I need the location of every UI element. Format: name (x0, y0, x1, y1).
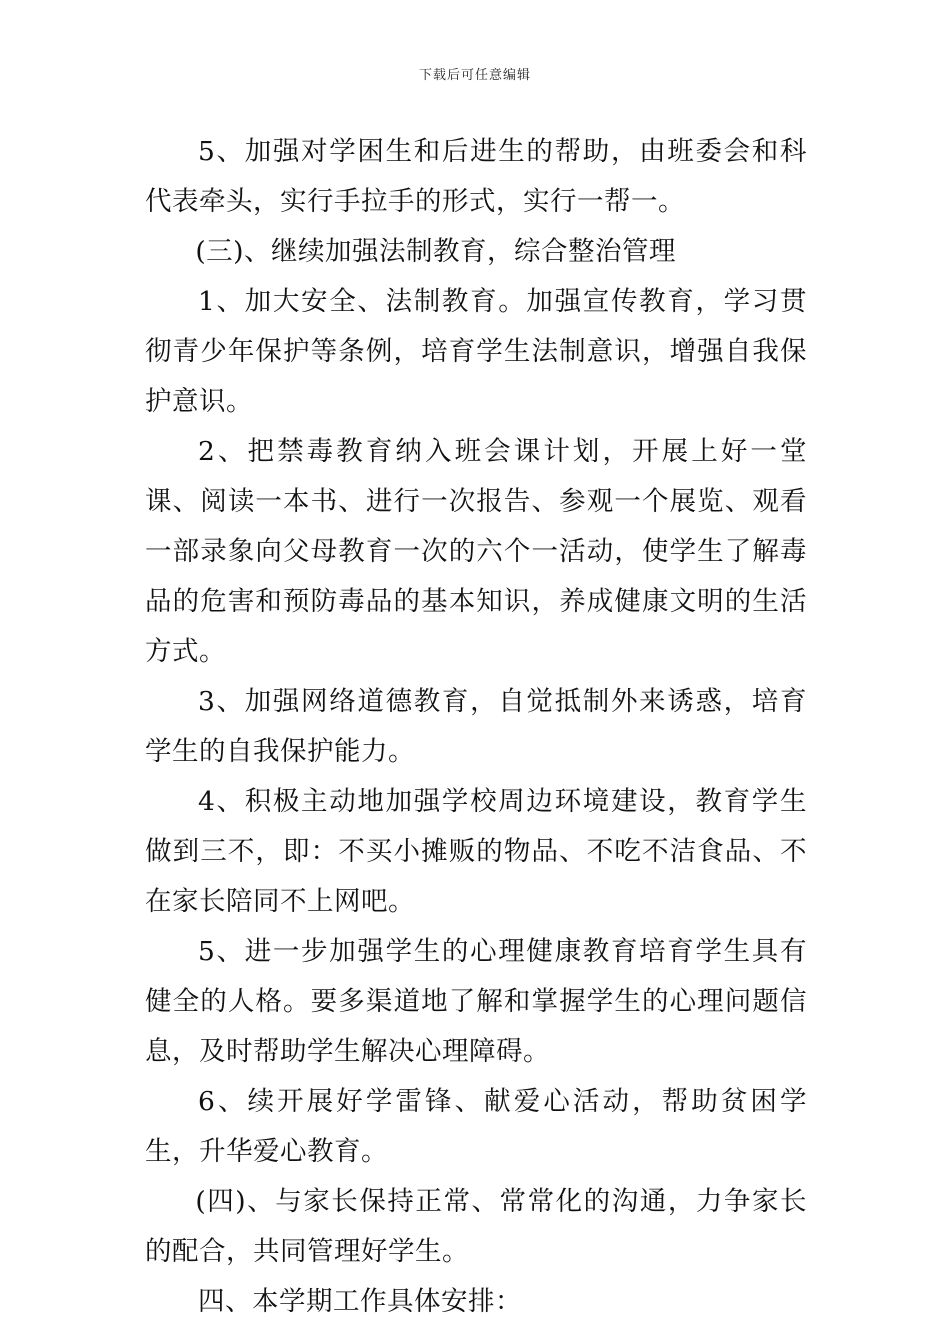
paragraph-item-5-help-students: 5、加强对学困生和后进生的帮助，由班委会和科代表牵头，实行手拉手的形式，实行一帮一。 (145, 136, 807, 217)
paragraph-item-2-drug-education: 2、把禁毒教育纳入班会课计划，开展上好一堂课、阅读一本书、进行一次报告、参观一个展览、观看一部录象向父母教育一次的六个一活动，使学生了解毒品的危害和预防毒品的基本知识，养成健康文明的生活方式。 (145, 436, 807, 667)
section-heading-legal-education: (三)、继续加强法制教育，综合整治管理 (195, 236, 677, 267)
paragraph-item-5-mental-health: 5、进一步加强学生的心理健康教育培育学生具有健全的人格。要多渠道地了解和掌握学生的心理问题信息，及时帮助学生解决心理障碍。 (145, 936, 807, 1067)
document-body (145, 127, 807, 1327)
paragraph-item-1-safety-law: 1、加大安全、法制教育。加强宣传教育，学习贯彻青少年保护等条例，培育学生法制意识，增强自我保护意识。 (145, 286, 807, 417)
section-heading-parent-communication: (四)、与家长保持正常、常常化的沟通，力争家长的配合，共同管理好学生。 (145, 1186, 807, 1267)
paragraph-item-3-network-ethics: 3、加强网络道德教育，自觉抵制外来诱惑，培育学生的自我保护能力。 (145, 686, 807, 767)
paragraph-item-6-volunteer: 6、续开展好学雷锋、献爱心活动，帮助贫困学生，升华爱心教育。 (145, 1086, 807, 1167)
header-note: 下载后可任意编辑 (418, 68, 531, 83)
paragraph-item-4-school-environment: 4、积极主动地加强学校周边环境建设，教育学生做到三不，即：不买小摊贩的物品、不吃不洁食品、不在家长陪同不上网吧。 (145, 786, 807, 917)
section-heading-semester-schedule: 四、本学期工作具体安排： (198, 1286, 522, 1317)
